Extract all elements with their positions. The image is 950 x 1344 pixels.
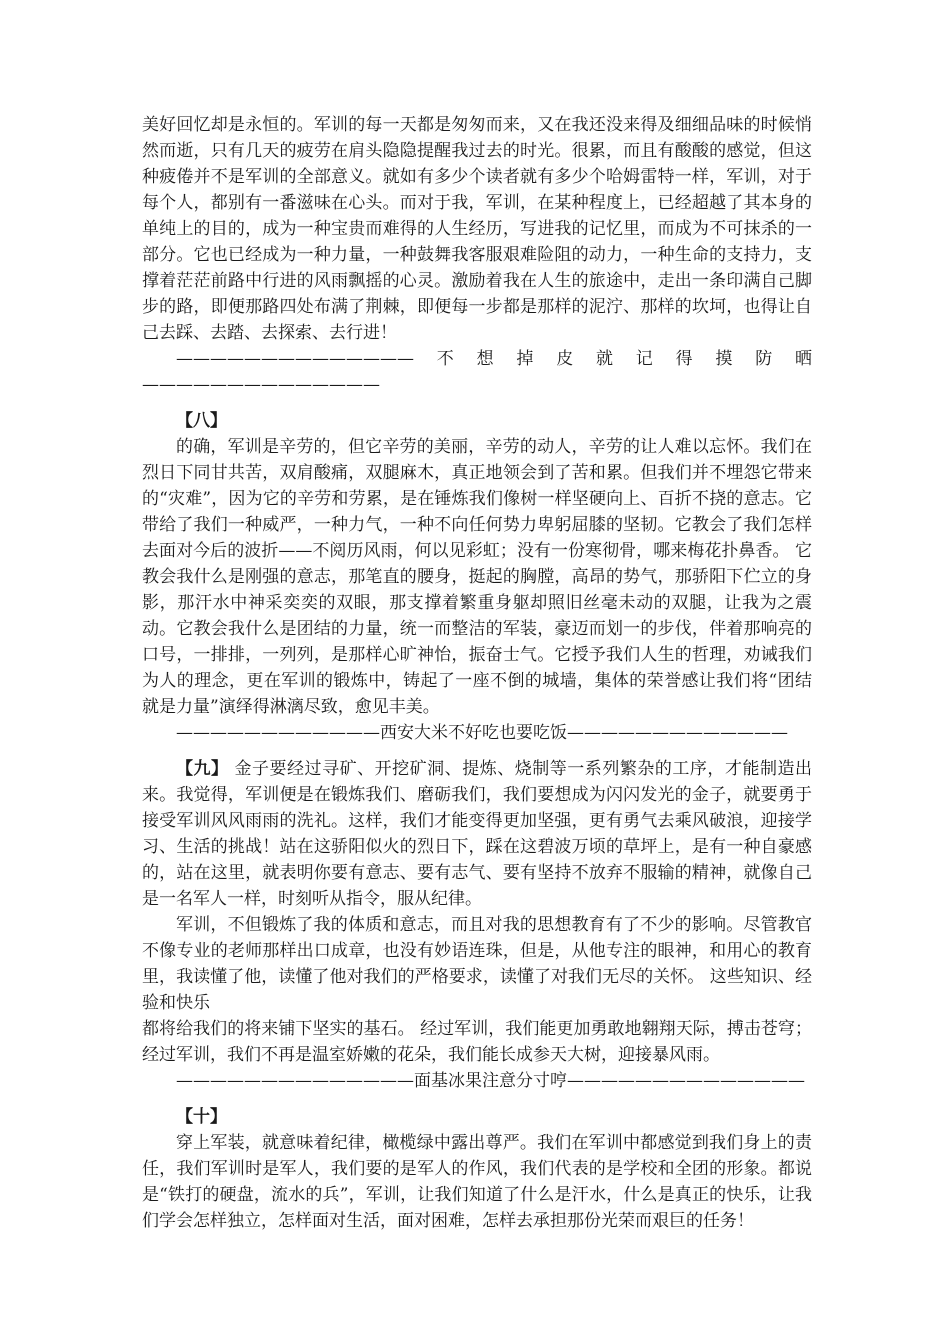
paragraph: 军训，不但锻炼了我的体质和意志，而且对我的思想教育有了不少的影响。尽管教官不像专业的老师那样出口成章，也没有妙语连珠，但是，从他专注的眼神，和用心的教育里，我读懂了他，读懂了他对我们的严格要求，读懂了对我们无尽的关怀。 这些知识、经验和快乐	[142, 915, 812, 1013]
paragraph: 的确，军训是辛劳的，但它辛劳的美丽，辛劳的动人，辛劳的让人难以忘怀。我们在烈日下同甘共苦，双肩酸痛，双腿麻木，真正地领会到了苦和累。但我们并不埋怨它带来的“灾难”，因为它的辛劳和劳累，是在锤炼我们像树一样坚硬向上、百折不挠的意志。它带给了我们一种威严，一种力气，一种不向任何势力卑躬屈膝的坚韧。它教会了我们怎样去面对今后的波折——不阅历风雨，何以见彩虹；没有一份寒彻骨，哪来梅花扑鼻香。 它教会我什么是刚强的意志，那笔直的腰身，挺起的胸膛，高昂的势气，那骄阳下伫立的身影，那汗水中神采奕奕的双眼，那支撑着繁重身躯却照旧丝毫未动的双腿，让我为之震动。它教会我什么是团结的力量，统一而整洁的军装，豪迈而划一的步伐，伴着那响亮的口号，一排排，一列列，是那样心旷神怡，振奋士气。它授予我们人生的哲理，劝诫我们为人的理念，更在军训的锻炼中，铸起了一座不倒的城墙，集体的荣誉感让我们将“团结就是力量”演绎得淋漓尽致，愈见丰美。	[142, 437, 812, 717]
section-heading: 【十】	[176, 1107, 227, 1127]
paragraph-text: 金子要经过寻矿、开挖矿洞、提炼、烧制等一系列繁杂的工序，才能制造出来。我觉得，军训便是在锻炼我们、磨砺我们，我们要想成为闪闪发光的金子，就要勇于接受军训风风雨雨的洗礼。这样，我们才能变得更加坚强，更有勇气去乘风破浪，迎接学习、生活的挑战！站在这骄阳似火的烈日下，踩在这碧波万顷的草坪上，是有一种自豪感的，站在这里，就表明你要有意志、要有志气、要有坚持不放弃不服输的精神，就像自己是一名军人一样，时刻听从指令，服从纪律。	[142, 759, 813, 909]
paragraph	[142, 756, 812, 912]
separator-line: ——————————————面基冰果注意分寸哼——————————————	[176, 1071, 805, 1091]
paragraph: 美好回忆却是永恒的。军训的每一天都是匆匆而来，又在我还没来得及细细品味的时候悄然而逝，只有几天的疲劳在肩头隐隐提醒我过去的时光。很累，而且有酸酸的感觉，但这种疲倦并不是军训的全部意义。就如有多少个读者就有多少个哈姆雷特一样，军训，对于每个人，都别有一番滋味在心头。而对于我，军训，在某种程度上，已经超越了其本身的单纯上的目的，成为一种宝贵而难得的人生经历，写进我的记忆里，而成为不可抹杀的一部分。它也已经成为一种力量，一种鼓舞我客服艰难险阻的动力，一种生命的支持力，支撑着茫茫前路中行进的风雨飘摇的心灵。激励着我在人生的旅途中，走出一条印满自己脚步的路，即便那路四处布满了荆棘，即便每一步都是那样的泥泞、那样的坎坷，也得让自己去踩、去踏、去探索、去行进！	[142, 115, 812, 343]
paragraph: 都将给我们的将来铺下坚实的基石。 经过军训，我们能更加勇敢地翱翔天际，搏击苍穹；经过军训，我们不再是温室娇嫩的花朵，我们能长成参天大树，迎接暴风雨。	[142, 1019, 812, 1065]
document-page	[142, 112, 812, 1234]
section-heading: 【八】	[176, 411, 227, 431]
paragraph: 穿上军装，就意味着纪律，橄榄绿中露出尊严。我们在军训中都感觉到我们身上的责任，我们军训时是军人，我们要的是军人的作风，我们代表的是学校和全团的形象。都说是“铁打的硬盘，流水的兵”，军训，让我们知道了什么是汗水，什么是真正的快乐，让我们学会怎样独立，怎样面对生活，面对困难，怎样去承担那份光荣而艰巨的任务！	[142, 1133, 812, 1231]
section-continued	[142, 112, 812, 398]
section-heading: 【九】	[176, 759, 229, 779]
section-8	[142, 408, 812, 746]
section-10	[142, 1104, 812, 1234]
separator-line: ————————————西安大米不好吃也要吃饭—————————————	[176, 723, 788, 743]
separator-line: ——————————————不想掉皮就记得摸防晒——————————————	[142, 349, 812, 395]
section-9	[142, 756, 812, 1094]
